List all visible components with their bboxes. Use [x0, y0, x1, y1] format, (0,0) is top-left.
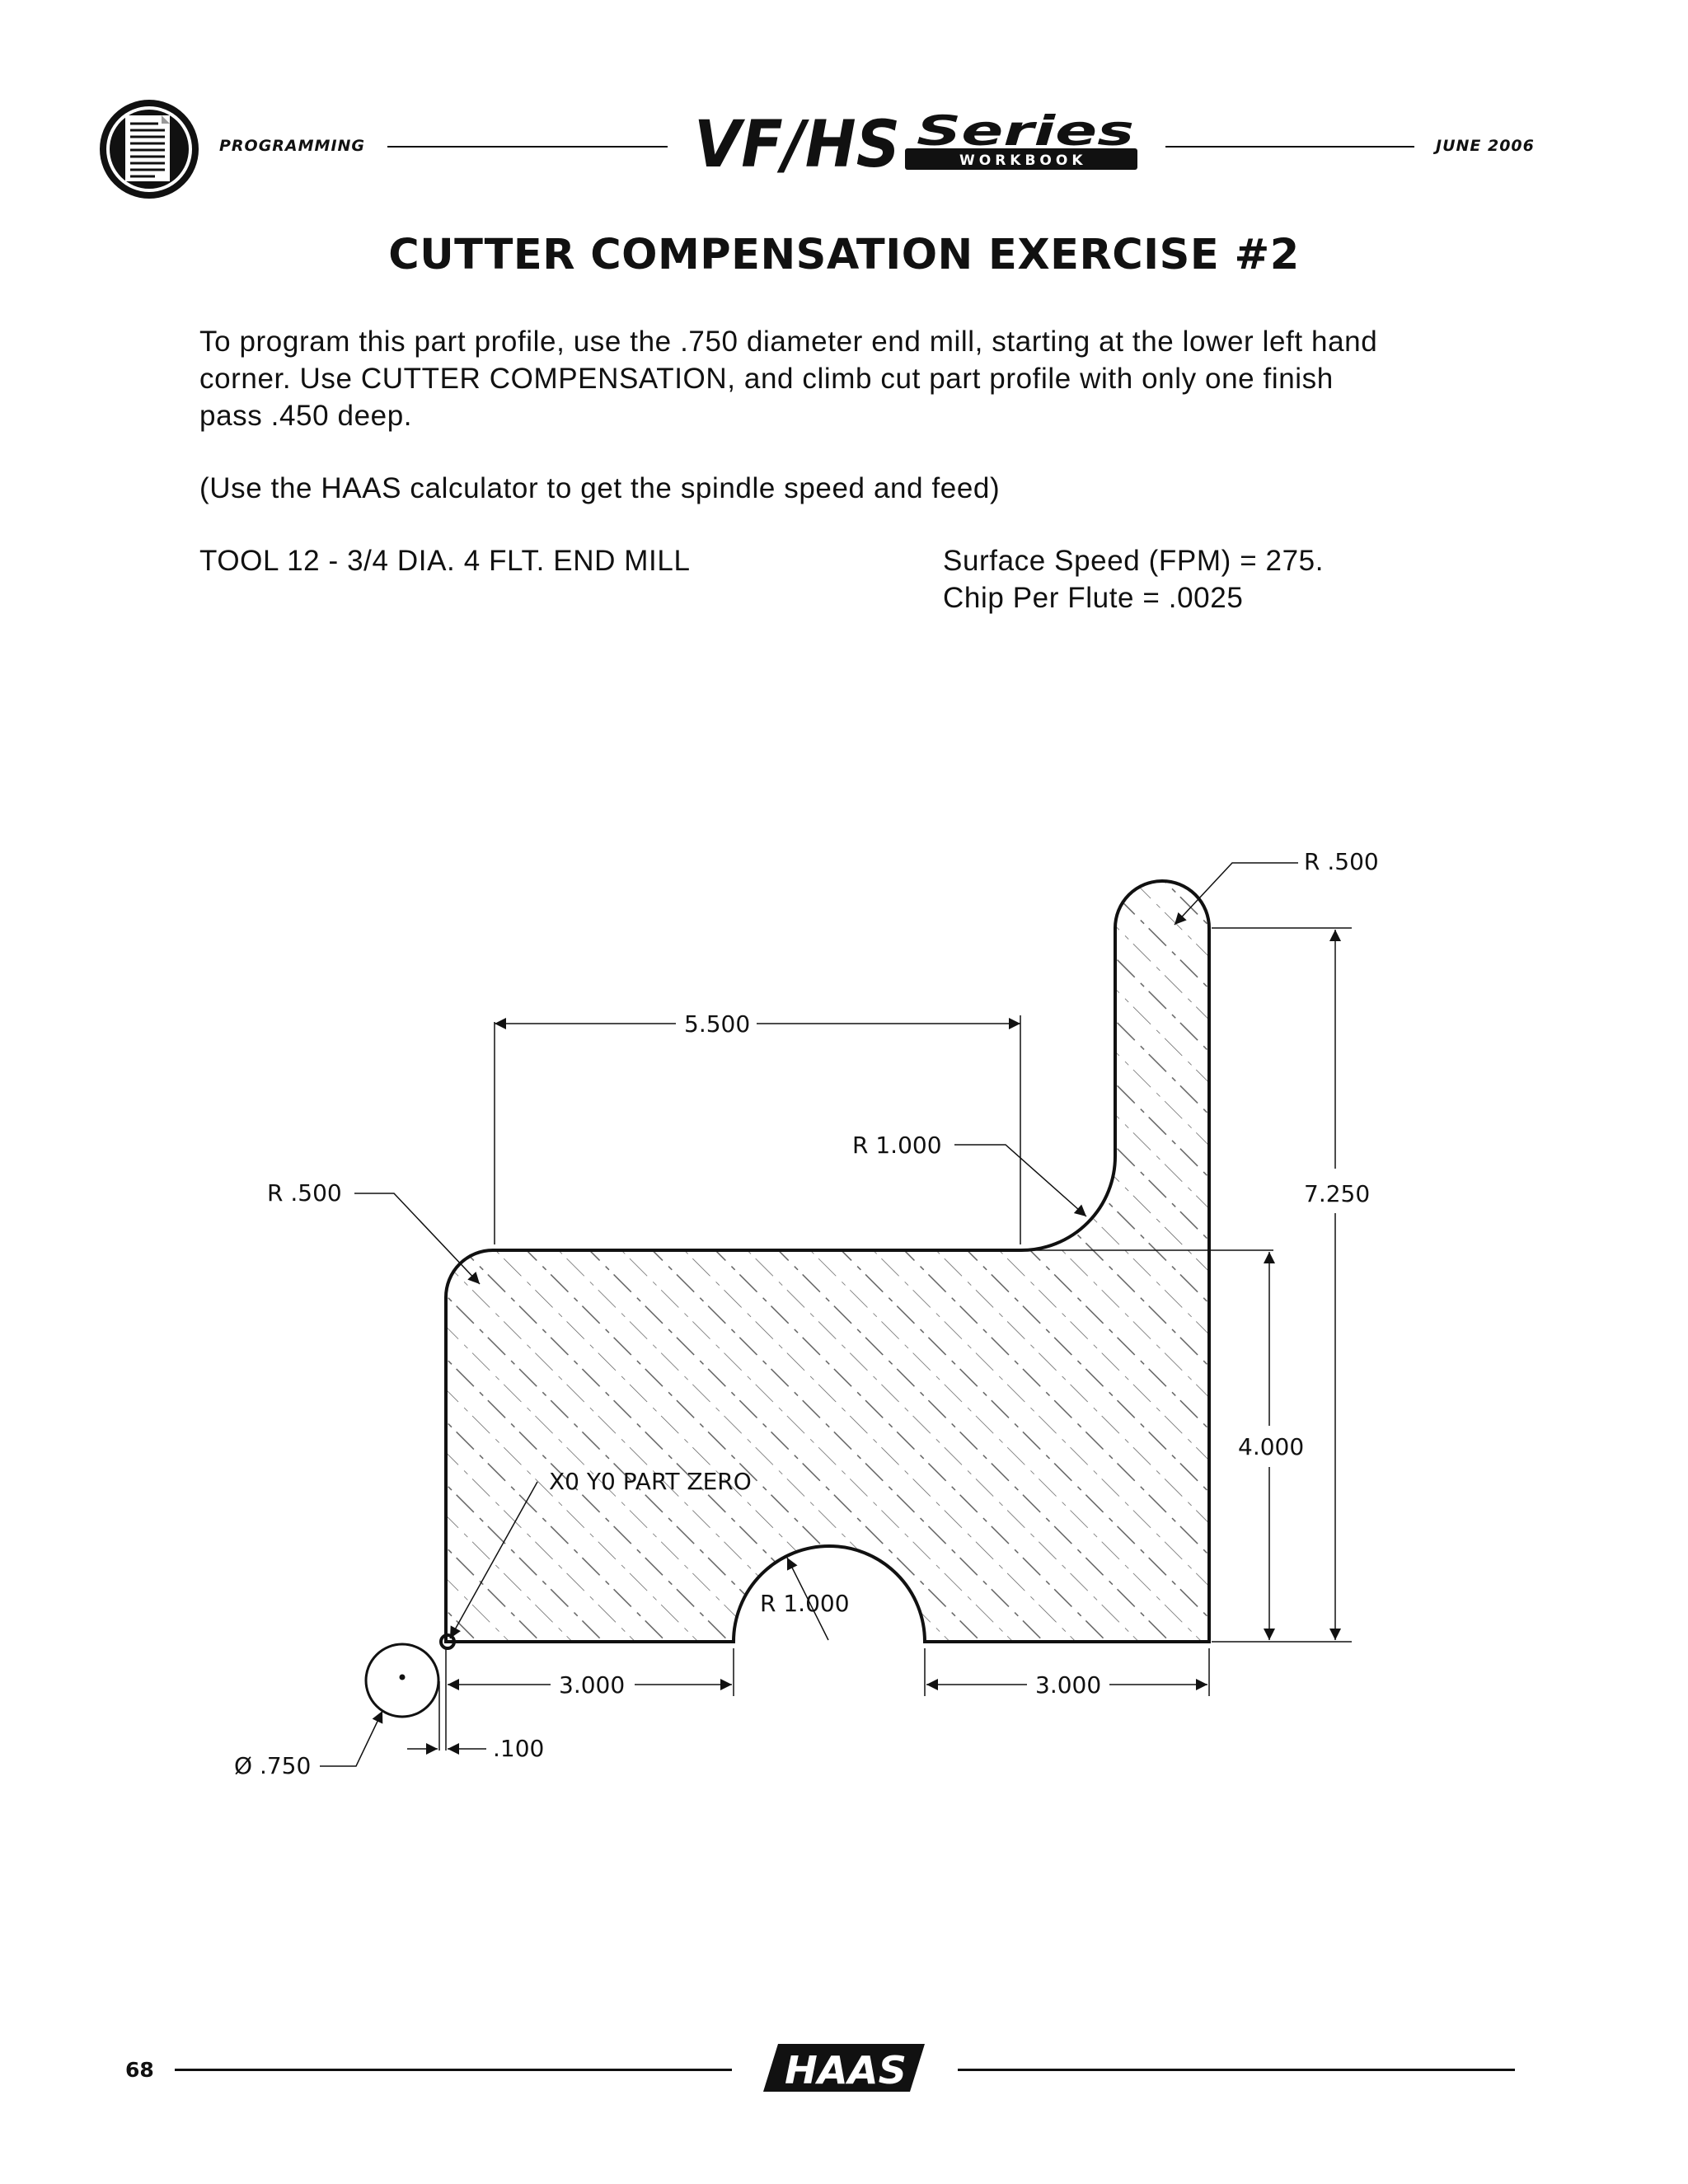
intro-line-1: To program this part profile, use the .750 diameter end mill, starting at the lower left hand	[199, 326, 1378, 358]
footer-rule-right	[958, 2069, 1515, 2071]
part-zero-label: X0 Y0 PART ZERO	[549, 1468, 752, 1495]
header-rule-right	[1165, 146, 1414, 148]
dim-3000-right: 3.000	[1035, 1671, 1102, 1699]
dim-7250: 7.250	[1304, 1180, 1371, 1207]
dim-diameter: Ø .750	[234, 1752, 312, 1779]
intro-line-2: corner. Use CUTTER COMPENSATION, and climb cut part profile with only one finish	[199, 363, 1334, 395]
dim-r1000-lower: R 1.000	[760, 1590, 850, 1617]
vf-hs-series-workbook-logo	[687, 107, 1149, 176]
part-drawing	[0, 791, 1688, 1863]
tool-spec: TOOL 12 - 3/4 DIA. 4 FLT. END MILL	[199, 545, 691, 577]
end-mill-circle	[366, 1644, 438, 1717]
dim-3000-left: 3.000	[559, 1671, 626, 1699]
dim-r500-top: R .500	[1304, 848, 1379, 875]
document-icon	[97, 97, 201, 201]
footer-rule-left	[175, 2069, 732, 2071]
logo-series-text: Series	[917, 107, 1134, 155]
dim-100: .100	[493, 1735, 545, 1762]
dim-r1000-upper: R 1.000	[852, 1132, 942, 1159]
dim-r500-left: R .500	[267, 1179, 342, 1207]
logo-main-text: VF/HS	[694, 108, 900, 176]
dim-4000: 4.000	[1238, 1433, 1305, 1460]
haas-logo-text: HAAS	[785, 2048, 907, 2093]
page-title: CUTTER COMPENSATION EXERCISE #2	[388, 231, 1300, 279]
part-profile	[446, 881, 1209, 1642]
section-label: PROGRAMMING	[219, 137, 366, 155]
surface-speed: Surface Speed (FPM) = 275.	[943, 545, 1325, 577]
intro-line-3: pass .450 deep.	[199, 400, 413, 432]
calculator-note: (Use the HAAS calculator to get the spindle speed and feed)	[199, 472, 1001, 504]
page-number: 68	[125, 2058, 154, 2082]
logo-workbook-text: WORKBOOK	[959, 152, 1087, 169]
header-rule-left	[387, 146, 668, 148]
dim-5500: 5.500	[684, 1010, 751, 1038]
haas-logo	[763, 2041, 925, 2095]
chip-per-flute: Chip Per Flute = .0025	[943, 582, 1244, 614]
date-label: JUNE 2006	[1436, 137, 1535, 155]
